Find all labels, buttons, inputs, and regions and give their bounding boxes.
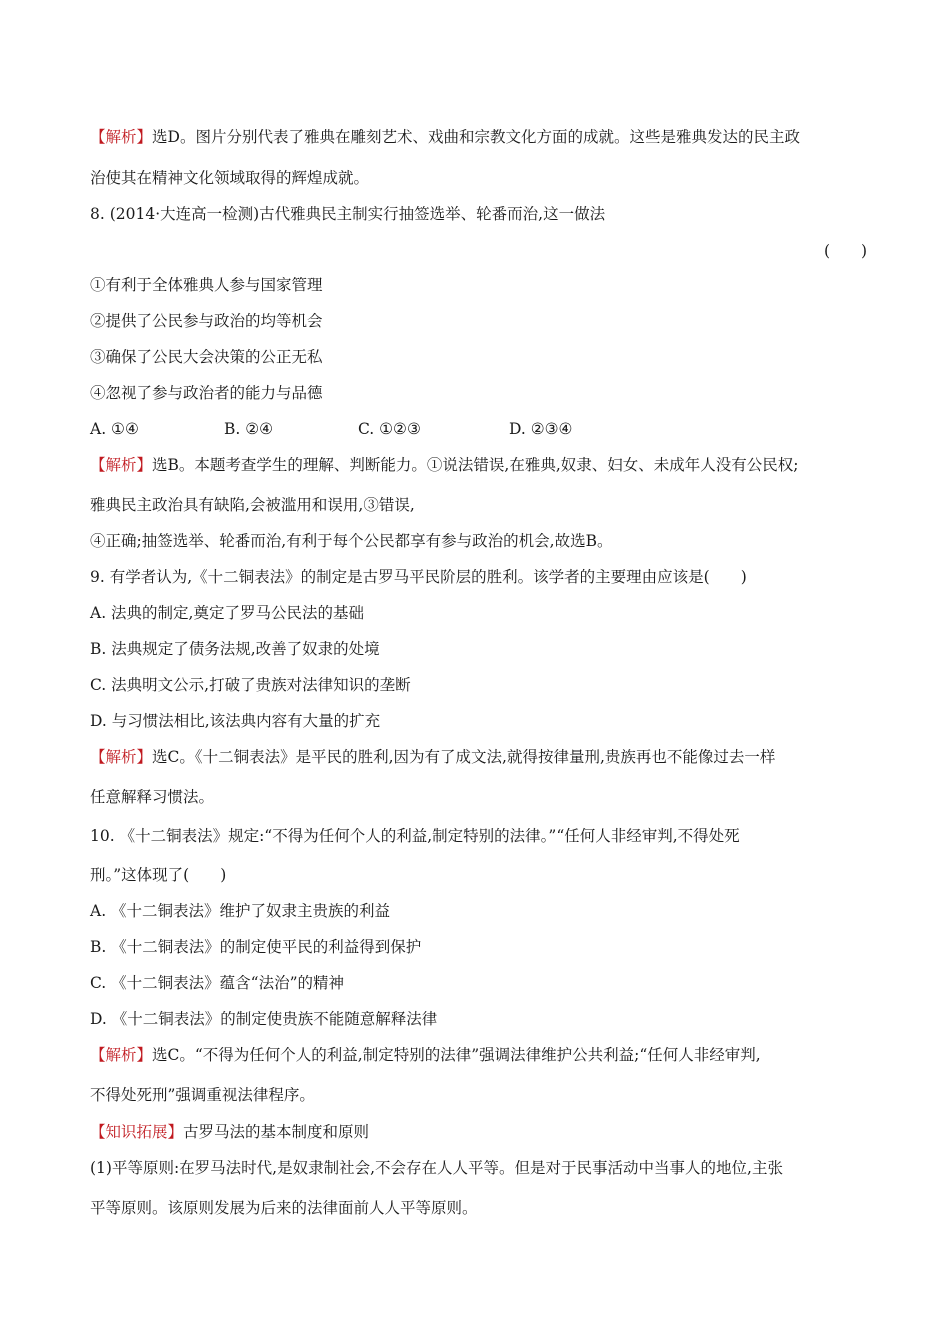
q9-option-b: B. 法典规定了债务法规,改善了奴隶的处境 (90, 640, 380, 658)
q8-item-3: ③确保了公民大会决策的公正无私 (90, 348, 323, 366)
q8-option-c: C. ①②③ (358, 420, 421, 438)
q7-analysis-line2: 治使其在精神文化领域取得的辉煌成就。 (90, 169, 370, 187)
extension-tag: 【知识拓展】 (90, 1123, 184, 1141)
q9-option-c: C. 法典明文公示,打破了贵族对法律知识的垄断 (90, 676, 411, 694)
q10-option-b: B. 《十二铜表法》的制定使平民的利益得到保护 (90, 938, 422, 956)
q8-stem: 8. (2014·大连高一检测)古代雅典民主制实行抽签选举、轮番而治,这一做法 (90, 205, 606, 223)
analysis-tag: 【解析】 (90, 1046, 153, 1064)
q8-option-d: D. ②③④ (509, 420, 573, 438)
q9-option-d: D. 与习惯法相比,该法典内容有大量的扩充 (90, 712, 381, 730)
q10-analysis-line2: 不得处死刑”强调重视法律程序。 (90, 1086, 315, 1104)
q9-stem: 9. 有学者认为,《十二铜表法》的制定是古罗马平民阶层的胜利。该学者的主要理由应该是( ) (90, 568, 747, 586)
q10-option-d: D. 《十二铜表法》的制定使贵族不能随意解释法律 (90, 1010, 438, 1028)
q10-analysis-line1: 【解析】选C。“不得为任何个人的利益,制定特别的法律”强调法律维护公共利益;“任何人非经审判, (90, 1046, 761, 1064)
q10-option-a: A. 《十二铜表法》维护了奴隶主贵族的利益 (90, 902, 391, 920)
q9-analysis-line2: 任意解释习惯法。 (90, 788, 215, 806)
extension-line1: (1)平等原则:在罗马法时代,是奴隶制社会,不会存在人人平等。但是对于民事活动中当事人的地位,主张 (90, 1159, 783, 1177)
extension-heading: 【知识拓展】古罗马法的基本制度和原则 (90, 1123, 370, 1141)
q8-item-1: ①有利于全体雅典人参与国家管理 (90, 276, 323, 294)
q10-option-c: C. 《十二铜表法》蕴含“法治”的精神 (90, 974, 345, 992)
q10-stem-line2: 刑。”这体现了( ) (90, 866, 227, 884)
q8-analysis-line2: 雅典民主政治具有缺陷,会被滥用和误用,③错误, (90, 496, 415, 514)
q10-stem-line1: 10. 《十二铜表法》规定:“不得为任何个人的利益,制定特别的法律。”“任何人非经审判,不得处死 (90, 827, 740, 845)
q8-analysis-line3: ④正确;抽签选举、轮番而治,有利于每个公民都享有参与政治的机会,故选B。 (90, 532, 613, 550)
q7-analysis-line1: 【解析】选D。图片分别代表了雅典在雕刻艺术、戏曲和宗教文化方面的成就。这些是雅典发达的民主政 (90, 128, 800, 146)
q8-item-2: ②提供了公民参与政治的均等机会 (90, 312, 323, 330)
q8-analysis-line1: 【解析】选B。本题考查学生的理解、判断能力。①说法错误,在雅典,奴隶、妇女、未成年人没有公民权; (90, 456, 799, 474)
q8-option-b: B. ②④ (224, 420, 274, 438)
q9-analysis-line1: 【解析】选C。《十二铜表法》是平民的胜利,因为有了成文法,就得按律量刑,贵族再也不能像过去一样 (90, 748, 776, 766)
analysis-tag: 【解析】 (90, 128, 153, 146)
q8-item-4: ④忽视了参与政治者的能力与品德 (90, 384, 323, 402)
q8-option-a: A. ①④ (90, 420, 139, 438)
analysis-tag: 【解析】 (90, 748, 153, 766)
extension-line2: 平等原则。该原则发展为后来的法律面前人人平等原则。 (90, 1199, 478, 1217)
q9-option-a: A. 法典的制定,奠定了罗马公民法的基础 (90, 604, 364, 622)
analysis-tag: 【解析】 (90, 456, 153, 474)
q8-answer-paren: ( ) (824, 242, 868, 260)
